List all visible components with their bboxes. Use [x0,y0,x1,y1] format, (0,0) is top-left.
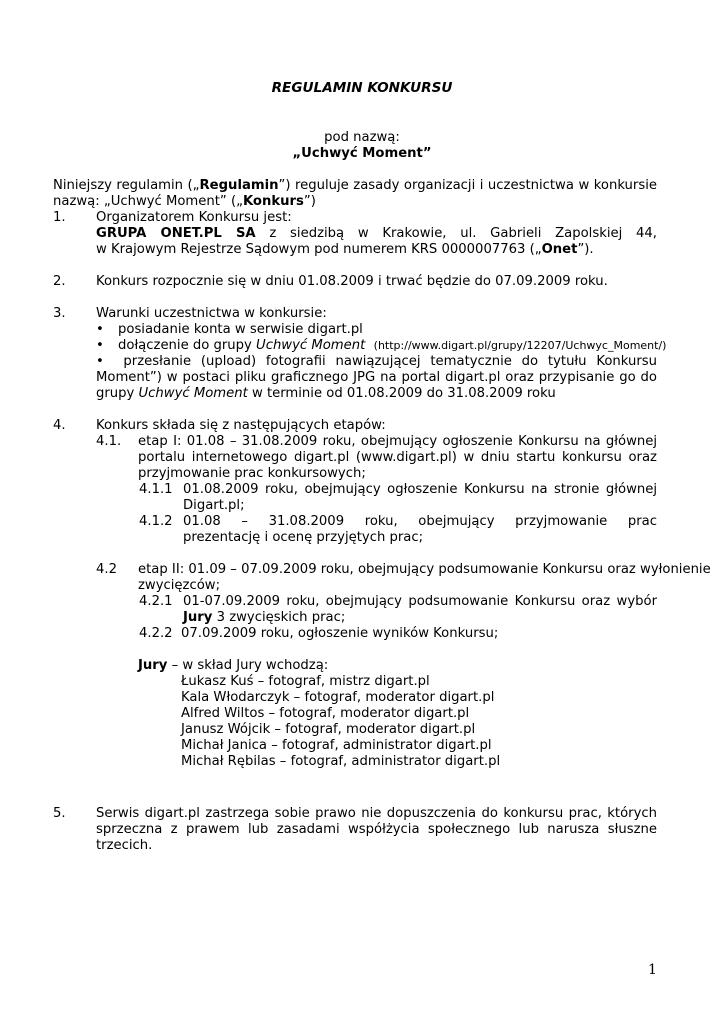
jury-heading: Jury – w skład Jury wchodzą: [138,658,329,673]
contest-name: „Uchwyć Moment” [292,146,432,161]
point-4-1-2-line-1: 01.08 – 31.08.2009 roku, obejmujący przyjmowanie prac [183,514,657,529]
section-5-line-2: sprzeczna z prawem lub zasadami współżycia społecznego lub narusza słuszne [96,822,657,837]
condition-3-line-1: • przesłanie (upload) fotografii nawiązującej tematycznie do tytułu Konkursu [96,354,657,369]
point-4-1-line-2: portalu internetowego digart.pl (www.digart.pl) w dniu startu konkursu oraz [138,450,657,465]
bullet-icon: • [96,338,104,353]
bullet-icon: • [96,354,104,369]
point-4-1-2-line-2: prezentację i ocenę przyjętych prac; [183,530,424,545]
intro-line-2: nazwą: „Uchwyć Moment” („Konkurs”) [53,194,316,209]
intro-line-1: Niniejszy regulamin („Regulamin”) reguluje zasady organizacji i uczestnictwa w konkursie [53,178,657,193]
section-4-number: 4. [53,418,66,433]
point-4-2-1-line-1: 01-07.09.2009 roku, obejmujący podsumowanie Konkursu oraz wybór [183,594,657,609]
point-4-2-2-number: 4.2.2 [139,626,173,641]
section-5-line-3: trzecich. [96,838,153,853]
section-5-number: 5. [53,806,66,821]
section-2-text: Konkurs rozpocznie się w dniu 01.08.2009 i trwać będzie do 07.09.2009 roku. [96,274,608,289]
jury-member: Michał Rębilas – fotograf, administrator digart.pl [181,754,501,769]
point-4-1-1-line-2: Digart.pl; [183,498,245,513]
document-title: REGULAMIN KONKURSU [271,80,453,96]
subtitle-line-1: pod nazwą: [324,130,400,145]
section-2-number: 2. [53,274,66,289]
section-4-line-1: Konkurs składa się z następujących etapów: [96,418,386,433]
point-4-1-1-number: 4.1.1 [139,482,173,497]
section-3-number: 3. [53,306,66,321]
condition-2: dołączenie do grupy Uchwyć Moment (http://www.digart.pl/grupy/12207/Uchwyc_Moment/) [118,338,667,353]
section-3-line-1: Warunki uczestnictwa w konkursie: [96,306,327,321]
section-1-line-3: w Krajowym Rejestrze Sądowym pod numerem KRS 0000007763 („Onet”). [96,242,594,257]
page-number: 1 [648,962,657,978]
point-4-1-number: 4.1. [96,434,122,449]
jury-member: Alfred Wiltos – fotograf, moderator digart.pl [181,706,470,721]
section-5-line-1: Serwis digart.pl zastrzega sobie prawo nie dopuszczenia do konkursu prac, których [96,806,657,821]
section-1-number: 1. [53,210,66,225]
jury-member: Janusz Wójcik – fotograf, moderator digart.pl [181,722,476,737]
condition-3-line-2: Moment”) w postaci pliku graficznego JPG na portal digart.pl oraz przypisanie go do [96,370,657,385]
point-4-2-2-text: 07.09.2009 roku, ogłoszenie wyników Konkursu; [181,626,499,641]
point-4-2-1-number: 4.2.1 [139,594,173,609]
jury-member: Łukasz Kuś – fotograf, mistrz digart.pl [181,674,430,689]
point-4-2-number: 4.2 [96,562,117,577]
jury-member: Michał Janica – fotograf, administrator digart.pl [181,738,492,753]
bullet-icon: • [96,322,104,337]
section-1-line-2: GRUPA ONET.PL SA z siedzibą w Krakowie, ul. Gabrieli Zapolskiej 44, [96,226,657,241]
point-4-1-line-3: przyjmowanie prac konkursowych; [138,466,366,481]
point-4-1-line-1: etap I: 01.08 – 31.08.2009 roku, obejmujący ogłoszenie Konkursu na głównej [138,434,657,449]
point-4-2-line-2: zwycięzców; [138,578,221,593]
condition-3-line-3: grupy Uchwyć Moment w terminie od 01.08.2009 do 31.08.2009 roku [96,386,556,401]
jury-member: Kala Włodarczyk – fotograf, moderator digart.pl [181,690,495,705]
point-4-2-1-line-2: Jury 3 zwycięskich prac; [183,610,346,625]
point-4-1-1-line-1: 01.08.2009 roku, obejmujący ogłoszenie Konkursu na stronie głównej [183,482,657,497]
point-4-1-2-number: 4.1.2 [139,514,173,529]
condition-1: posiadanie konta w serwisie digart.pl [118,322,363,337]
section-1-line-1: Organizatorem Konkursu jest: [96,210,292,225]
point-4-2-line-1: etap II: 01.09 – 07.09.2009 roku, obejmujący podsumowanie Konkursu oraz wyłonienie [138,562,711,577]
